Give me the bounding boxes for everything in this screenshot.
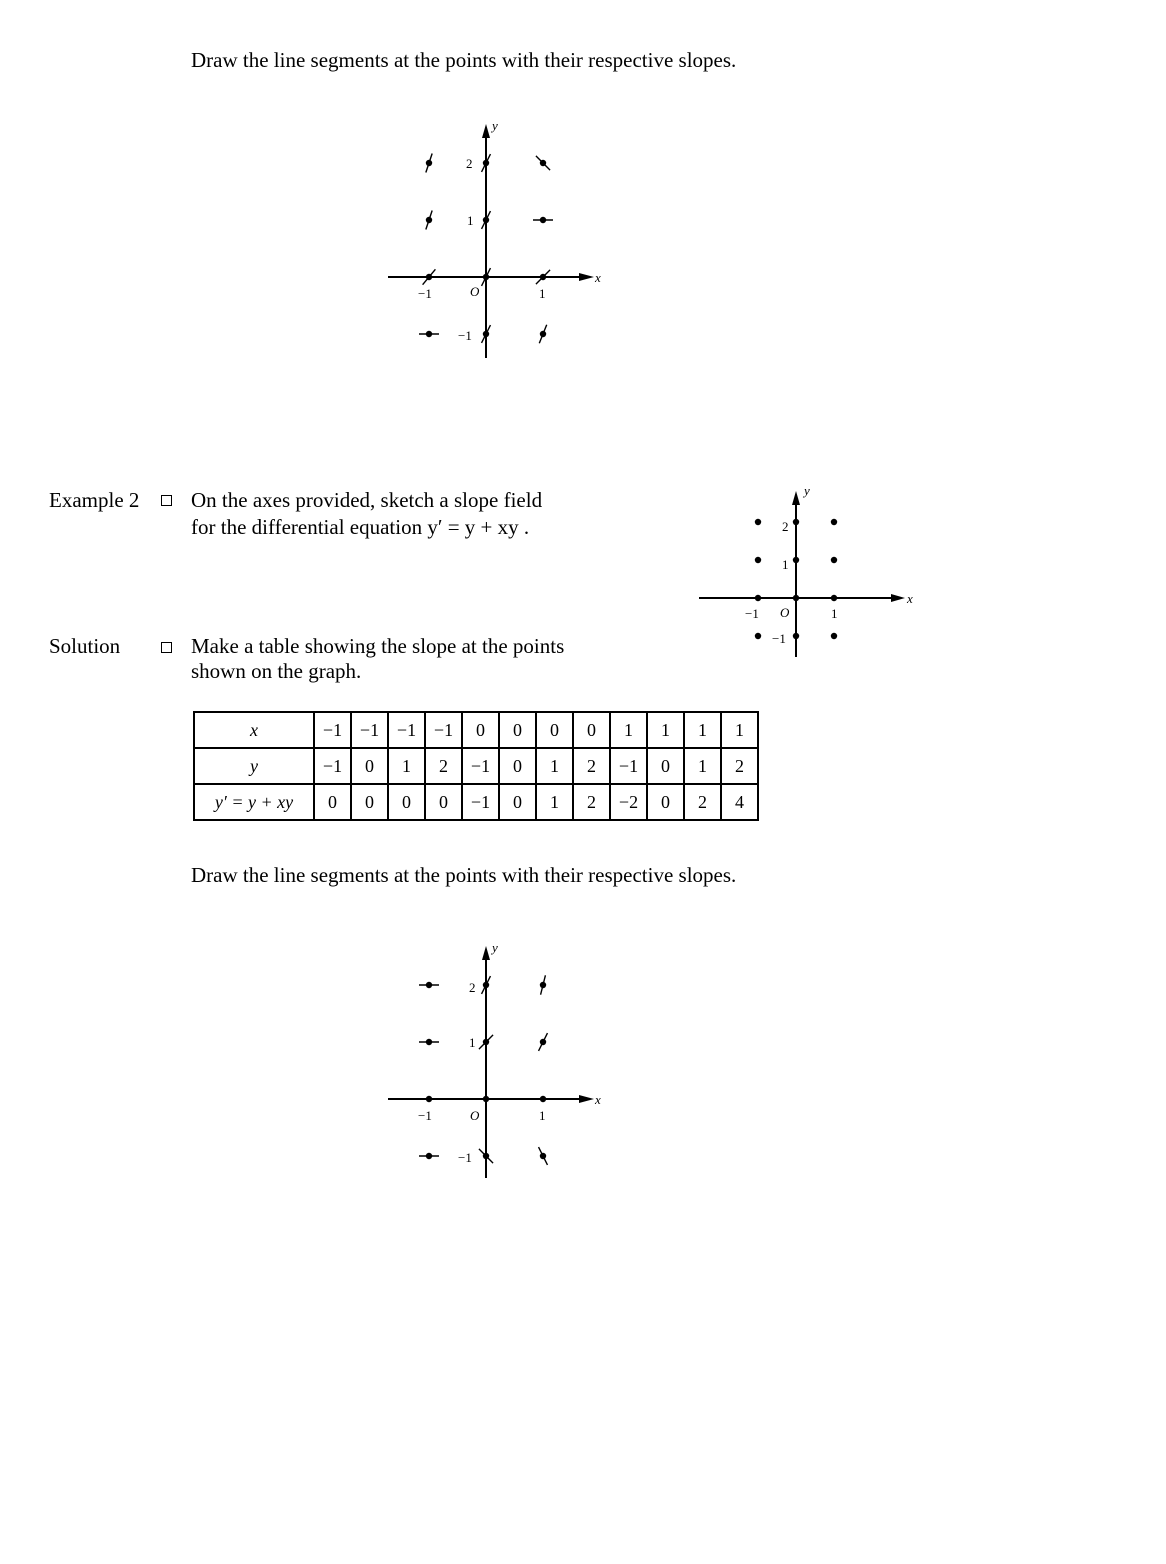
slope-cell: 4 [721,784,758,820]
side-point-dot [755,633,761,639]
x-cell: 0 [462,712,499,748]
bottom-point-dot [483,1039,489,1045]
table-row-y [194,748,758,784]
bottom-point-dot [540,1096,546,1102]
x-cell: −1 [351,712,388,748]
bottom-point-dot [426,1039,432,1045]
top-point-dot [540,274,546,280]
slope-cell: 2 [573,784,610,820]
slope-table [193,711,759,821]
slope-cell: 0 [388,784,425,820]
bottom-point-dot [483,982,489,988]
slope-cell: 0 [314,784,351,820]
top-point-dot [483,160,489,166]
bottom-point-dot [540,1039,546,1045]
slope-cell: 0 [499,784,536,820]
x-axis-label: x [907,591,913,606]
example-prompt-line2: for the differential equation y′ = y + xy . [191,515,530,539]
bottom-point-dot [483,1153,489,1159]
y-axis-arrow-icon [482,946,490,960]
y-cell: −1 [610,748,647,784]
y-tick-2: 2 [469,980,476,995]
x-axis-label: x [595,270,601,285]
x-cell: −1 [425,712,462,748]
top-slope-field-graph [380,118,620,363]
x-tick-neg1: −1 [418,1108,432,1123]
row-header-x: x [194,712,314,748]
top-point-dot [540,160,546,166]
y-cell: 0 [499,748,536,784]
x-cell: 0 [573,712,610,748]
slope-cell: −1 [462,784,499,820]
bottom-point-dot [483,1096,489,1102]
solution-label: Solution [49,634,121,658]
slope-cell: 0 [351,784,388,820]
x-tick-1: 1 [539,1108,546,1123]
top-point-dot [426,217,432,223]
example-prompt-line1: On the axes provided, sketch a slope field [191,488,543,512]
side-point-dot [793,557,799,563]
square-bullet-icon [161,495,172,506]
slope-cell: −2 [610,784,647,820]
side-point-dot [755,519,761,525]
side-point-dot [831,557,837,563]
y-tick-neg1: −1 [458,328,472,343]
side-point-dot [793,633,799,639]
y-tick-2: 2 [782,519,789,534]
top-point-dot [426,274,432,280]
y-cell: 0 [647,748,684,784]
x-cell: 1 [684,712,721,748]
y-axis-arrow-icon [482,124,490,138]
solution-line1: Make a table showing the slope at the points [191,634,565,658]
solution-line2: shown on the graph. [191,659,362,683]
y-cell: 2 [425,748,462,784]
x-tick-neg1: −1 [745,606,759,621]
x-axis-arrow-icon [579,1095,594,1103]
row-header-slope: y′ = y + xy [194,784,314,820]
bottom-slope-field-graph [380,940,620,1185]
side-point-dot [831,519,837,525]
y-tick-neg1: −1 [458,1150,472,1165]
y-cell: 2 [721,748,758,784]
square-bullet-icon [161,642,172,653]
y-tick-1: 1 [782,557,789,572]
y-axis-label: y [492,940,498,955]
bottom-point-dot [426,1153,432,1159]
table-row-slope [194,784,758,820]
x-axis-arrow-icon [891,594,905,602]
bottom-point-dot [540,1153,546,1159]
x-cell: 0 [536,712,573,748]
x-tick-neg1: −1 [418,286,432,301]
x-axis-arrow-icon [579,273,594,281]
x-cell: 1 [647,712,684,748]
x-tick-1: 1 [831,606,838,621]
top-point-dot [426,160,432,166]
top-point-dot [483,331,489,337]
y-axis-label: y [804,483,810,498]
origin-label: O [470,1108,480,1123]
y-cell: −1 [314,748,351,784]
top-point-dot [540,217,546,223]
table-row-x [194,712,758,748]
y-cell: 2 [573,748,610,784]
y-tick-neg1: −1 [772,631,786,646]
y-cell: 1 [684,748,721,784]
bottom-point-dot [540,982,546,988]
top-point-dot [483,217,489,223]
side-point-dot [831,595,837,601]
side-point-dot [793,519,799,525]
top-point-dot [540,331,546,337]
x-cell: 1 [610,712,647,748]
top-point-dot [483,274,489,280]
side-axes-graph [695,485,925,665]
y-cell: 1 [536,748,573,784]
x-tick-1: 1 [539,286,546,301]
example-label: Example 2 [49,488,140,512]
row-header-y: y [194,748,314,784]
top-point-dot [426,331,432,337]
bottom-point-dot [426,982,432,988]
x-cell: 1 [721,712,758,748]
slope-cell: 1 [536,784,573,820]
y-tick-1: 1 [469,1035,476,1050]
side-point-dot [755,557,761,563]
top-instruction: Draw the line segments at the points with their respective slopes. [191,48,737,72]
origin-label: O [780,605,790,620]
x-cell: −1 [388,712,425,748]
side-point-dot [755,595,761,601]
y-cell: 0 [351,748,388,784]
y-cell: −1 [462,748,499,784]
y-axis-label: y [492,118,498,133]
side-point-dot [793,595,799,601]
x-cell: −1 [314,712,351,748]
slope-cell: 2 [684,784,721,820]
y-tick-1: 1 [467,213,474,228]
slope-cell: 0 [647,784,684,820]
slope-cell: 0 [425,784,462,820]
x-cell: 0 [499,712,536,748]
y-tick-2: 2 [466,156,473,171]
side-point-dot [831,633,837,639]
x-axis-label: x [595,1092,601,1107]
y-axis-arrow-icon [792,491,800,505]
origin-label: O [470,284,480,299]
y-cell: 1 [388,748,425,784]
bottom-instruction: Draw the line segments at the points with their respective slopes. [191,863,737,887]
bottom-point-dot [426,1096,432,1102]
